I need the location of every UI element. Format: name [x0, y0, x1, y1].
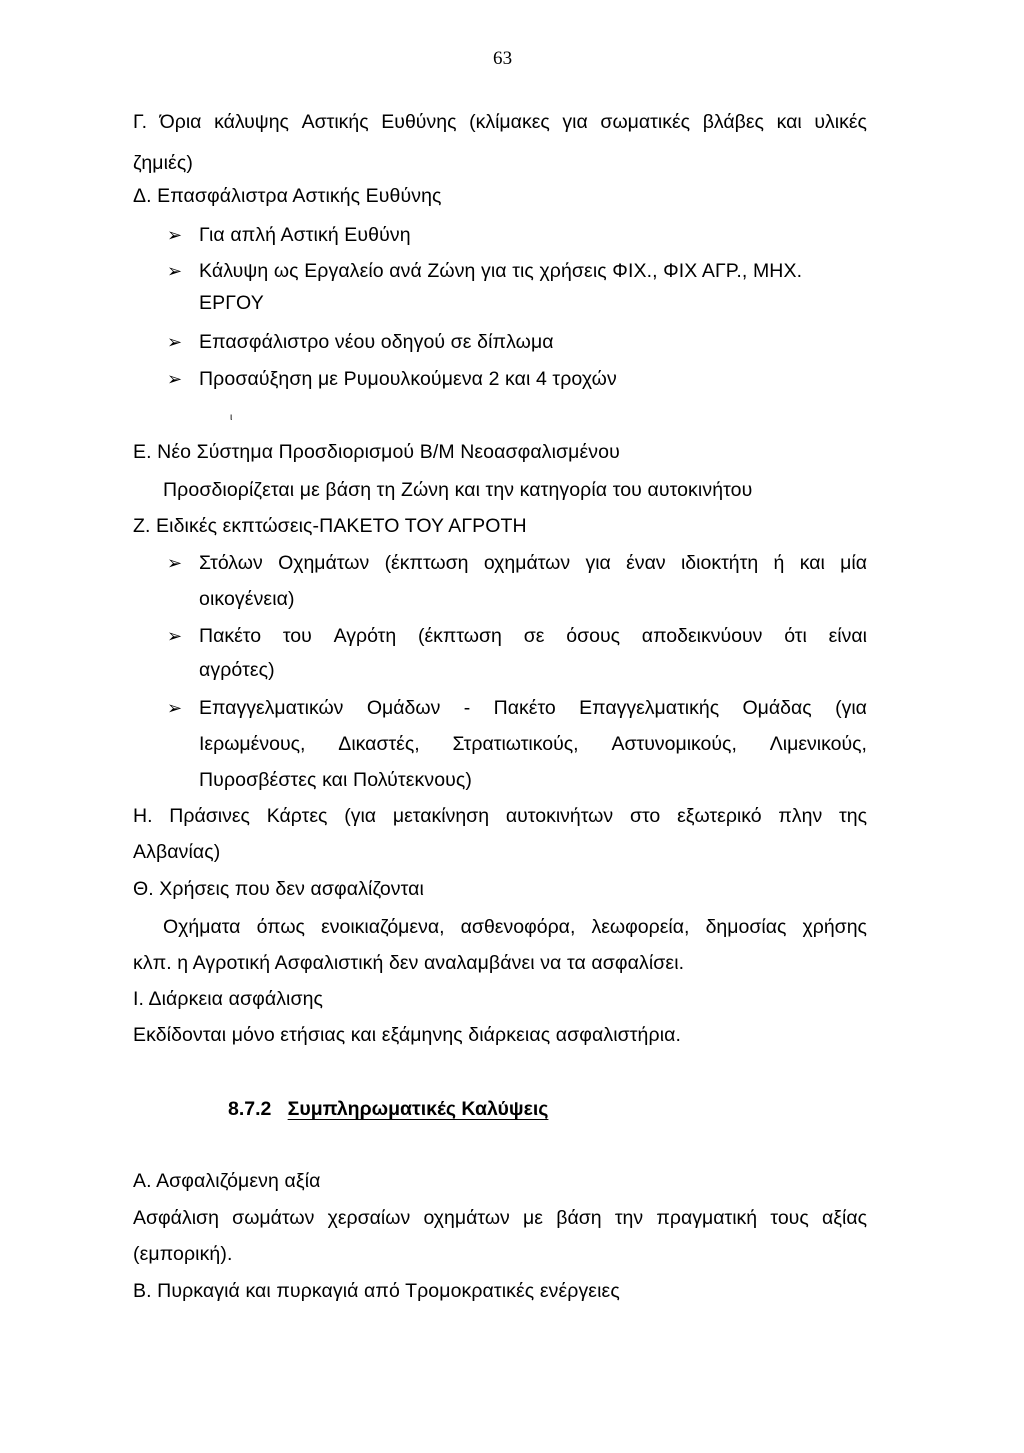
word: Ασφάλιση: [133, 1207, 219, 1229]
word: Κάρτες: [266, 805, 328, 827]
word: την: [614, 1207, 644, 1229]
word: δημοσίας: [705, 916, 787, 938]
section-z-bullet-1: [199, 551, 867, 575]
word: Επαγγελματικών: [199, 697, 344, 719]
word: σωματικές: [600, 111, 691, 133]
word: (έκπτωση: [384, 552, 469, 574]
section-th-heading: Θ. Χρήσεις που δεν ασφαλίζονται: [133, 878, 424, 900]
word: Ιερωμένους,: [199, 733, 306, 755]
section-d-heading: Δ. Επασφάλιστρα Αστικής Ευθύνης: [133, 185, 442, 207]
section-z-bullet-1-cont: οικογένεια): [199, 588, 295, 610]
bullet-arrow-icon: ➢: [167, 626, 183, 646]
word: ότι: [784, 625, 807, 647]
section-z-bullet-3-end: Πυροσβέστες και Πολύτεκνους): [199, 769, 473, 791]
word: σωμάτων: [232, 1207, 315, 1229]
word: Η.: [133, 805, 153, 827]
bullet-arrow-icon: ➢: [167, 261, 183, 281]
word: του: [282, 625, 312, 647]
word: Πακέτο: [199, 625, 262, 647]
word: μετακίνηση: [392, 805, 490, 827]
word: οχημάτων: [423, 1207, 510, 1229]
stray-mark: ι: [230, 412, 233, 423]
word: εξωτερικό: [677, 805, 762, 827]
word: όσους: [566, 625, 621, 647]
word: έναν: [626, 552, 666, 574]
section-h-line-1: [133, 804, 867, 828]
word: λεωφορεία,: [591, 916, 690, 938]
word: χερσαίων: [327, 1207, 411, 1229]
word: Αγρότη: [333, 625, 397, 647]
word: αξίας: [821, 1207, 867, 1229]
subsection-title: Συμπληρωματικές Καλύψεις: [287, 1098, 549, 1120]
subsection-number: 8.7.2: [228, 1098, 272, 1120]
page-number: 63: [493, 48, 513, 69]
word: χρήσης: [802, 916, 867, 938]
section-d-bullet-4: Προσαύξηση με Ρυμουλκούμενα 2 και 4 τροχών: [199, 368, 617, 390]
word: όπως: [256, 916, 305, 938]
word: Πακέτο: [493, 697, 556, 719]
word: (για: [835, 697, 867, 719]
section-g-line-2: ζημιές): [133, 152, 193, 174]
word: Οχήματα: [163, 916, 241, 938]
section-e-text: Προσδιορίζεται με βάση τη Ζώνη και την κατηγορία του αυτοκινήτου: [163, 479, 753, 501]
word: (για: [344, 805, 377, 827]
word: Αστυνομικούς,: [611, 733, 737, 755]
bullet-arrow-icon: ➢: [167, 225, 183, 245]
section-a-heading: Α. Ασφαλιζόμενη αξία: [133, 1170, 321, 1192]
word: για: [585, 552, 611, 574]
word: πλην: [778, 805, 823, 827]
section-i-heading: Ι. Διάρκεια ασφάλισης: [133, 988, 324, 1010]
word: (έκπτωση: [417, 625, 502, 647]
subsection-heading: [228, 1097, 548, 1121]
section-d-bullet-1: Για απλή Αστική Ευθύνη: [199, 224, 411, 246]
section-d-bullet-2: Κάλυψη ως Εργαλείο ανά Ζώνη για τις χρήσεις ΦΙΧ., ΦΙΧ ΑΓΡ., ΜΗΧ.: [199, 260, 803, 282]
word: Δικαστές,: [338, 733, 420, 755]
section-g-line-1: [133, 110, 867, 134]
section-b-heading: Β. Πυρκαγιά και πυρκαγιά από Τρομοκρατικές ενέργειες: [133, 1280, 620, 1302]
bullet-arrow-icon: ➢: [167, 369, 183, 389]
word: Στρατιωτικούς,: [452, 733, 579, 755]
section-z-bullet-3-cont: [199, 732, 867, 756]
word: τους: [770, 1207, 809, 1229]
section-z-bullet-2-cont: αγρότες): [199, 659, 275, 681]
word: υλικές: [814, 111, 867, 133]
section-a-text-2: (εμπορική).: [133, 1243, 233, 1265]
section-d-bullet-2-cont: ΕΡΓΟΥ: [199, 292, 264, 314]
bullet-arrow-icon: ➢: [167, 332, 183, 352]
word: στο: [629, 805, 661, 827]
section-z-heading: Ζ. Ειδικές εκπτώσεις-ΠΑΚΕΤΟ ΤΟΥ ΑΓΡΟΤΗ: [133, 515, 527, 537]
word: πραγματική: [656, 1207, 758, 1229]
word: Επαγγελματικής: [579, 697, 720, 719]
word: σε: [523, 625, 545, 647]
word: ασθενοφόρα,: [460, 916, 576, 938]
word: αποδεικνύουν: [641, 625, 763, 647]
word: αυτοκινήτων: [505, 805, 614, 827]
word: βλάβες: [702, 111, 764, 133]
word: και: [799, 552, 825, 574]
section-z-bullet-2: [199, 624, 867, 648]
word: Λιμενικούς,: [769, 733, 867, 755]
bullet-arrow-icon: ➢: [167, 553, 183, 573]
word: οχημάτων: [483, 552, 571, 574]
word: για: [562, 111, 588, 133]
word: με: [523, 1207, 543, 1229]
word: ιδιοκτήτη: [680, 552, 759, 574]
word: μία: [840, 552, 867, 574]
bullet-arrow-icon: ➢: [167, 698, 183, 718]
word: Ευθύνης: [381, 111, 457, 133]
word: Στόλων: [199, 552, 263, 574]
section-a-text-1: [133, 1206, 867, 1230]
word: της: [839, 805, 867, 827]
section-i-text: Εκδίδονται μόνο ετήσιας και εξάμηνης διάρκειας ασφαλιστήρια.: [133, 1024, 682, 1046]
word: ή: [773, 552, 785, 574]
word: βάση: [556, 1207, 602, 1229]
word: -: [463, 697, 471, 719]
word: ενοικιαζόμενα,: [321, 916, 445, 938]
section-d-bullet-3: Επασφάλιστρο νέου οδηγού σε δίπλωμα: [199, 331, 554, 353]
section-z-bullet-3: [199, 696, 867, 720]
word: είναι: [828, 625, 867, 647]
word: Πράσινες: [169, 805, 250, 827]
section-e-heading: Ε. Νέο Σύστημα Προσδιορισμού Β/Μ Νεοασφαλισμένου: [133, 441, 620, 463]
word: Όρια: [159, 111, 202, 133]
section-th-text-2: κλπ. η Αγροτική Ασφαλιστική δεν αναλαμβάνει να τα ασφαλίσει.: [133, 952, 685, 974]
word: Ομάδας: [742, 697, 812, 719]
word: και: [776, 111, 802, 133]
word: κάλυψης: [214, 111, 289, 133]
word: Οχημάτων: [278, 552, 370, 574]
word: (κλίμακες: [469, 111, 550, 133]
word: Ομάδων: [366, 697, 441, 719]
word: Αστικής: [301, 111, 369, 133]
section-th-text-1: [163, 915, 867, 939]
section-h-line-2: Αλβανίας): [133, 841, 221, 863]
word: Γ.: [133, 111, 148, 133]
